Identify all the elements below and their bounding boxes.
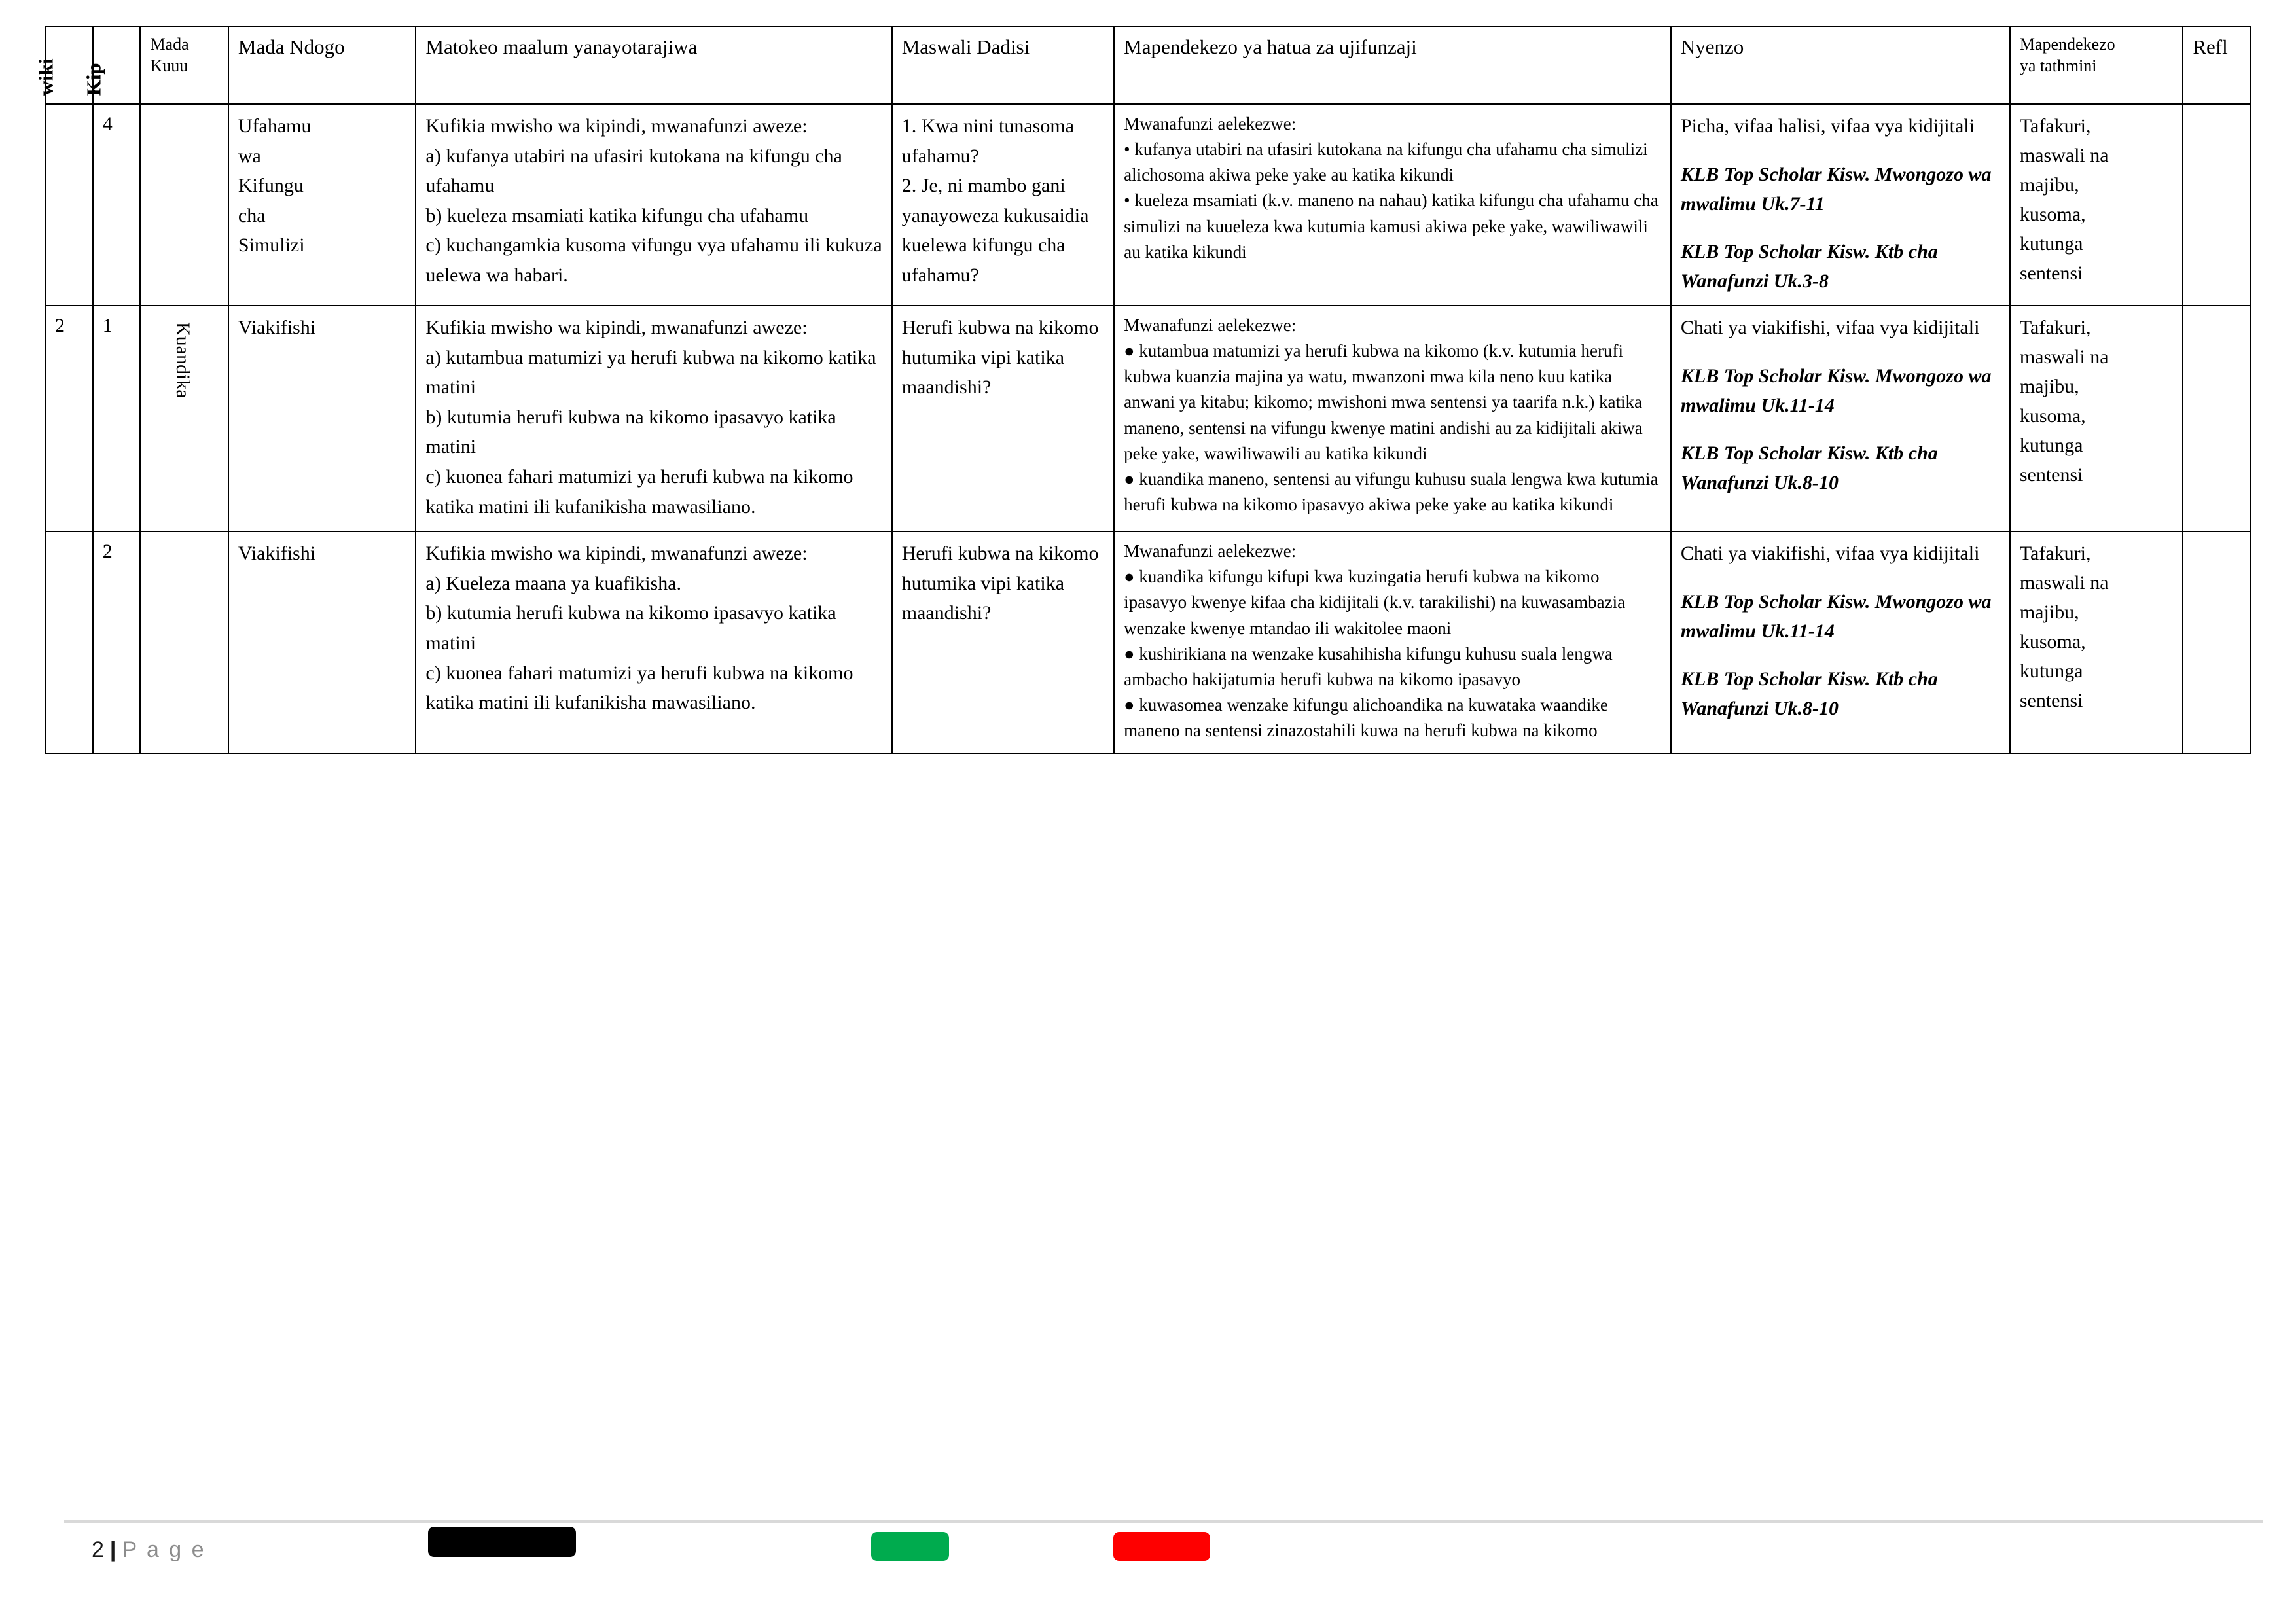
mapendekezo-intro: Mwanafunzi aelekezwe: xyxy=(1124,541,1297,562)
cell-refl xyxy=(2183,531,2251,753)
column-header-nyenzo: Nyenzo xyxy=(1671,27,2010,104)
tathmini-line: kutunga xyxy=(2019,435,2083,456)
nyenzo-reference: KLB Top Scholar Kisw. Mwongozo wa mwalimu Uk.11-14 xyxy=(1680,365,1992,416)
tathmini-line: maswali na xyxy=(2019,145,2109,166)
green-swatch xyxy=(871,1532,949,1561)
column-header-mada-ndogo: Mada Ndogo xyxy=(228,27,416,104)
nyenzo-reference: KLB Top Scholar Kisw. Ktb cha Wanafunzi Uk.3-8 xyxy=(1680,241,1938,292)
matokeo-item: c) kuonea fahari matumizi ya herufi kubwa na kikomo katika matini ili kufanikisha mawasiliano. xyxy=(425,465,853,518)
scheme-of-work-table xyxy=(35,26,2251,754)
matokeo-item: c) kuonea fahari matumizi ya herufi kubwa na kikomo katika matini ili kufanikisha mawasiliano. xyxy=(425,662,853,714)
cell-mapendekezo-hatua xyxy=(1114,531,1671,753)
maswali-item: 2. Je, ni mambo gani yanayoweza kukusaidia kuelewa kifungu cha ufahamu? xyxy=(901,175,1089,286)
column-header-mada-kuuu xyxy=(140,27,228,104)
cell-nyenzo xyxy=(1671,531,2010,753)
mapendekezo-bullet: • kufanya utabiri na ufasiri kutokana na kifungu cha ufahamu cha simulizi alichosoma akiwa peke yake au katika kikundi xyxy=(1124,139,1648,185)
nyenzo-materials: Picha, vifaa halisi, vifaa vya kidijitali xyxy=(1680,115,1975,137)
nyenzo-reference: KLB Top Scholar Kisw. Mwongozo wa mwalimu Uk.11-14 xyxy=(1680,590,1992,642)
mapendekezo-bullet: ● kuwasomea wenzake kifungu alichoandika na kuwataka waandike maneno na sentensi zinazostahili kuwa na herufi kubwa na kikomo xyxy=(1124,695,1608,741)
column-header-mapendekezo-tathmini xyxy=(2010,27,2183,104)
maswali-item: 1. Kwa nini tunasoma ufahamu? xyxy=(901,115,1075,167)
cell-mapendekezo-hatua xyxy=(1114,306,1671,531)
table-header xyxy=(35,27,2251,104)
cell-wiki xyxy=(45,531,93,753)
tathmini-line: majibu, xyxy=(2019,174,2079,196)
tathmini-line: kusoma, xyxy=(2019,204,2086,225)
mada-ndogo-line: cha xyxy=(238,204,266,226)
cell-maswali-dadisi xyxy=(892,104,1114,306)
page-number-value: 2 xyxy=(92,1537,106,1562)
tathmini-line: sentensi xyxy=(2019,690,2083,712)
tathmini-line: Tafakuri, xyxy=(2019,543,2091,565)
nyenzo-materials: Chati ya viakifishi, vifaa vya kidijitali xyxy=(1680,543,1980,565)
page-footer xyxy=(0,1508,2296,1623)
matokeo-item: b) kutumia herufi kubwa na kikomo ipasavyo katika matini xyxy=(425,602,836,654)
page-number-separator: | xyxy=(109,1537,118,1562)
mapendekezo-bullet: ● kuandika kifungu kifupi kwa kuzingatia herufi kubwa na kikomo ipasavyo kwenye kifaa cha kidijitali (k.v. tarakilishi) na kuwasambazia wenzake kwenye mtandao ili wakitolee maoni xyxy=(1124,567,1626,638)
tathmini-line: maswali na xyxy=(2019,572,2109,594)
mada-ndogo-line: wa xyxy=(238,145,261,167)
column-header-tathmini-line2: ya tathmini xyxy=(2019,56,2097,75)
nyenzo-reference: KLB Top Scholar Kisw. Ktb cha Wanafunzi Uk.8-10 xyxy=(1680,668,1938,720)
cell-refl xyxy=(2183,306,2251,531)
matokeo-item: a) Kueleza maana ya kuafikisha. xyxy=(425,572,682,594)
mapendekezo-bullet-text: kuwasomea wenzake kifungu alichoandika na kuwataka waandike maneno na sentensi zinazostahili kuwa na herufi kubwa na kikomo xyxy=(1124,695,1608,741)
cell-mapendekezo-tathmini xyxy=(2010,531,2183,753)
cell-mapendekezo-tathmini xyxy=(2010,104,2183,306)
matokeo-item: b) kueleza msamiati katika kifungu cha ufahamu xyxy=(425,204,809,226)
black-swatch xyxy=(428,1527,576,1557)
mapendekezo-bullet: ● kutambua matumizi ya herufi kubwa na kikomo (k.v. kutumia herufi kubwa kuanzia majina ya watu, mwanzoni mwa kila neno kuu katika anwani ya kitabu; kikomo; mwishoni mwa sentensi ya taarifa n.k.) katika maneno, sentensi na vifungu kwenye matini andishi au za kidijitali akiwa peke yake, wawiliwawili au katika kikundi xyxy=(1124,341,1643,463)
nyenzo-reference: KLB Top Scholar Kisw. Ktb cha Wanafunzi Uk.8-10 xyxy=(1680,442,1938,493)
column-header-matokeo: Matokeo maalum yanayotarajiwa xyxy=(416,27,891,104)
tathmini-line: kutunga xyxy=(2019,233,2083,255)
cell-kip: 1 xyxy=(93,306,141,531)
tathmini-line: kusoma, xyxy=(2019,405,2086,427)
mapendekezo-intro: Mwanafunzi aelekezwe: xyxy=(1124,315,1297,335)
mapendekezo-bullet-text: kushirikiana na wenzake kusahihisha kifungu kuhusu suala lengwa ambacho hakijatumia herufi kubwa na kikomo ipasavyo xyxy=(1124,643,1613,689)
table-header-row xyxy=(45,27,2251,104)
nyenzo-reference: KLB Top Scholar Kisw. Mwongozo wa mwalimu Uk.7-11 xyxy=(1680,163,1992,215)
column-header-tathmini-line1: Mapendekezo xyxy=(2019,35,2115,54)
red-swatch xyxy=(1113,1532,1210,1561)
cell-matokeo xyxy=(416,306,891,531)
column-header-kip-label: Kip xyxy=(82,63,105,96)
cell-mada-ndogo xyxy=(228,531,416,753)
column-header-mada-kuuu-line2: Kuuu xyxy=(150,56,188,75)
table-row xyxy=(45,104,2251,306)
cell-kip: 4 xyxy=(93,104,141,306)
table-body xyxy=(45,104,2251,753)
column-header-wiki-label: wiki xyxy=(35,58,58,96)
cell-mapendekezo-tathmini xyxy=(2010,306,2183,531)
tathmini-line: Tafakuri, xyxy=(2019,115,2091,137)
cell-mada-kuu-label: Kuandika xyxy=(171,322,194,399)
cell-nyenzo xyxy=(1671,104,2010,306)
mapendekezo-bullet-text: kueleza msamiati (k.v. maneno na nahau) katika kifungu cha ufahamu cha simulizi na kuueleza kwa kutumia kamusi akiwa peke yake, wawiliwawili au katika kikundi xyxy=(1124,190,1659,262)
matokeo-intro: Kufikia mwisho wa kipindi, mwanafunzi aweze: xyxy=(425,115,808,137)
tathmini-line: kutunga xyxy=(2019,660,2083,683)
mada-ndogo-line: Simulizi xyxy=(238,234,305,257)
cell-mada-kuu xyxy=(140,531,228,753)
cell-mada-ndogo xyxy=(228,104,416,306)
mapendekezo-bullet: ● kushirikiana na wenzake kusahihisha kifungu kuhusu suala lengwa ambacho hakijatumia herufi kubwa na kikomo ipasavyo xyxy=(1124,643,1613,689)
matokeo-item: b) kutumia herufi kubwa na kikomo ipasavyo katika matini xyxy=(425,406,836,458)
tathmini-line: kusoma, xyxy=(2019,631,2086,653)
matokeo-intro: Kufikia mwisho wa kipindi, mwanafunzi aweze: xyxy=(425,543,808,565)
tathmini-line: majibu, xyxy=(2019,601,2079,624)
tathmini-line: majibu, xyxy=(2019,376,2079,397)
cell-mada-kuu xyxy=(140,104,228,306)
column-header-maswali-dadisi: Maswali Dadisi xyxy=(892,27,1114,104)
page-number-label xyxy=(92,1537,206,1563)
tathmini-line: maswali na xyxy=(2019,346,2109,368)
mapendekezo-bullet-text: kuandika kifungu kifupi kwa kuzingatia herufi kubwa na kikomo ipasavyo kwenye kifaa cha kidijitali (k.v. tarakilishi) na kuwasambazia wenzake kwenye mtandao ili wakitolee maoni xyxy=(1124,567,1626,638)
mapendekezo-bullet-text: kuandika maneno, sentensi au vifungu kuhusu suala lengwa kwa kutumia herufi kubwa na kikomo ipasavyo akiwa peke yake au katika kikundi xyxy=(1124,469,1659,514)
cell-refl xyxy=(2183,104,2251,306)
matokeo-intro: Kufikia mwisho wa kipindi, mwanafunzi aweze: xyxy=(425,317,808,338)
cell-mada-ndogo xyxy=(228,306,416,531)
tathmini-line: sentensi xyxy=(2019,262,2083,284)
column-header-mapendekezo-hatua: Mapendekezo ya hatua za ujifunzaji xyxy=(1114,27,1671,104)
page-number-word: P a g e xyxy=(122,1537,206,1562)
column-header-refl: Refl xyxy=(2183,27,2251,104)
maswali-item: Herufi kubwa na kikomo hutumika vipi katika maandishi? xyxy=(901,317,1099,399)
cell-wiki: 2 xyxy=(45,306,93,531)
mada-ndogo-line: Viakifishi xyxy=(238,317,316,338)
mada-ndogo-line: Viakifishi xyxy=(238,543,316,565)
column-header-mada-kuuu-line1: Mada xyxy=(150,35,189,54)
nyenzo-materials: Chati ya viakifishi, vifaa vya kidijitali xyxy=(1680,317,1980,338)
cell-matokeo xyxy=(416,104,891,306)
table-row xyxy=(45,531,2251,753)
tathmini-line: sentensi xyxy=(2019,464,2083,486)
cell-kip: 2 xyxy=(93,531,141,753)
table-row xyxy=(45,306,2251,531)
column-header-kip xyxy=(82,27,141,104)
tathmini-line: Tafakuri, xyxy=(2019,317,2091,338)
mada-ndogo-line: Kifungu xyxy=(238,175,304,197)
matokeo-item: c) kuchangamkia kusoma vifungu vya ufahamu ili kukuza uelewa wa habari. xyxy=(425,234,882,286)
cell-matokeo xyxy=(416,531,891,753)
mapendekezo-bullet-text: kufanya utabiri na ufasiri kutokana na kifungu cha ufahamu cha simulizi alichosoma akiwa peke yake au katika kikundi xyxy=(1124,139,1648,185)
mapendekezo-bullet: ● kuandika maneno, sentensi au vifungu kuhusu suala lengwa kwa kutumia herufi kubwa na kikomo ipasavyo akiwa peke yake au katika kikundi xyxy=(1124,469,1659,514)
mapendekezo-intro: Mwanafunzi aelekezwe: xyxy=(1124,114,1297,134)
cell-mapendekezo-hatua xyxy=(1114,104,1671,306)
cell-mada-kuu xyxy=(140,306,228,531)
cell-maswali-dadisi xyxy=(892,531,1114,753)
cell-maswali-dadisi xyxy=(892,306,1114,531)
footer-divider xyxy=(64,1520,2263,1523)
mada-ndogo-line: Ufahamu xyxy=(238,115,312,137)
matokeo-item: a) kufanya utabiri na ufasiri kutokana na kifungu cha ufahamu xyxy=(425,145,842,197)
mapendekezo-bullet-text: kutambua matumizi ya herufi kubwa na kikomo (k.v. kutumia herufi kubwa kuanzia majina ya watu, mwanzoni mwa kila neno kuu katika anwani ya kitabu; kikomo; mwishoni mwa sentensi ya taarifa n.k.) katika maneno, sentensi na vifungu kwenye matini andishi au za kidijitali akiwa peke yake, wawiliwawili au katika kikundi xyxy=(1124,341,1643,463)
mapendekezo-bullet: • kueleza msamiati (k.v. maneno na nahau) katika kifungu cha ufahamu cha simulizi na kuueleza kwa kutumia kamusi akiwa peke yake, wawiliwawili au katika kikundi xyxy=(1124,190,1659,262)
cell-wiki xyxy=(45,104,93,306)
maswali-item: Herufi kubwa na kikomo hutumika vipi katika maandishi? xyxy=(901,543,1099,624)
matokeo-item: a) kutambua matumizi ya herufi kubwa na kikomo katika matini xyxy=(425,346,876,399)
cell-nyenzo xyxy=(1671,306,2010,531)
